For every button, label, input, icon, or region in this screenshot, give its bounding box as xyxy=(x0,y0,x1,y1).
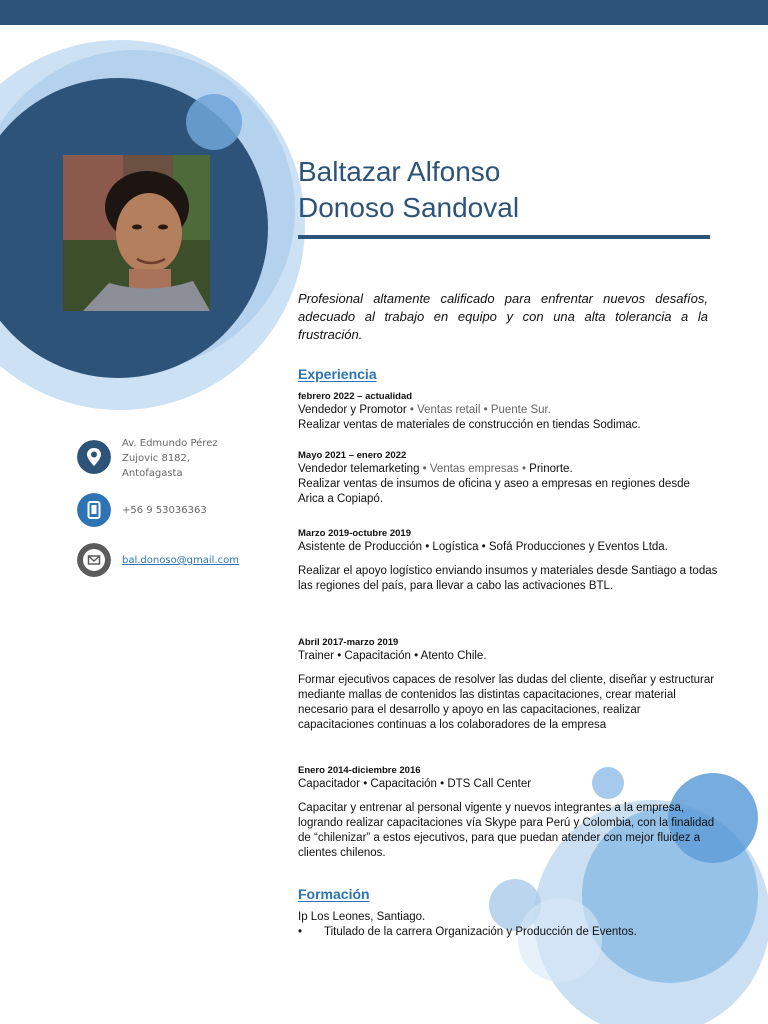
separator: • xyxy=(419,463,430,475)
job-entry xyxy=(298,391,718,433)
separator: • xyxy=(480,404,491,416)
job-entry xyxy=(298,637,718,733)
job-title: Asistente de Producción • Logística • Sofá Producciones y Eventos Ltda. xyxy=(298,541,668,553)
name-line-1: Baltazar Alfonso xyxy=(298,156,501,187)
job-description: Formar ejecutivos capaces de resolver las dudas del cliente, diseñar y estructurar mediante mallas de contenidos las distintas capacitaciones, crear material necesario para el desarrollo y apoyo en las capacitaciones, realizar capacitaciones continuas a los colaboradores de la empresa xyxy=(298,674,715,731)
job-entry xyxy=(298,528,718,594)
job-date: Mayo 2021 – enero 2022 xyxy=(298,450,407,461)
address xyxy=(122,436,218,481)
profile-summary: Profesional altamente calificado para enfrentar nuevos desafíos, adecuado al trabajo en equipo y con una alta tolerancia a la frustración. xyxy=(298,291,708,342)
section-title-education: Formación xyxy=(298,886,370,902)
job-description: Realizar ventas de insumos de oficina y aseo a empresas en regiones desde Arica a Copiapó. xyxy=(298,478,690,505)
address-line-2: Zujovic 8182, xyxy=(122,453,191,464)
email-link[interactable]: bal.donoso@gmail.com xyxy=(122,555,239,566)
location-pin-icon xyxy=(77,440,111,474)
job-area: Ventas empresas xyxy=(429,463,519,475)
address-line-1: Av. Edmundo Pérez xyxy=(122,438,218,449)
education-entry xyxy=(298,910,718,940)
section-title-experience: Experiencia xyxy=(298,366,377,382)
job-description: Realizar el apoyo logístico enviando insumos y materiales desde Santiago a todas las regiones del país, para llevar a cabo las activaciones BTL. xyxy=(298,565,718,592)
email-address[interactable] xyxy=(122,553,239,568)
name-line-2: Donoso Sandoval xyxy=(298,192,520,223)
separator: • xyxy=(518,463,530,475)
separator: • xyxy=(406,404,418,416)
job-company: Puente Sur. xyxy=(490,404,551,416)
job-date: Marzo 2019-octubre 2019 xyxy=(298,528,411,539)
job-company: Prinorte. xyxy=(529,463,573,475)
job-role: Vendedor y Promotor xyxy=(298,404,407,416)
job-title xyxy=(298,462,718,477)
phone-number: +56 9 53036363 xyxy=(122,505,207,516)
job-entry xyxy=(298,450,718,507)
job-date: Enero 2014-diciembre 2016 xyxy=(298,765,421,776)
job-date: Abril 2017-marzo 2019 xyxy=(298,637,399,648)
profile-photo xyxy=(63,155,210,311)
bullet: • xyxy=(298,926,303,938)
job-date: febrero 2022 – actualidad xyxy=(298,391,413,402)
job-entry xyxy=(298,765,718,861)
job-title: Capacitador • Capacitación • DTS Call Center xyxy=(298,778,532,790)
job-title: Trainer • Capacitación • Atento Chile. xyxy=(298,650,487,662)
job-title xyxy=(298,403,718,418)
job-description: Capacitar y entrenar al personal vigente y nuevos integrantes a la empresa, logrando realizar capacitaciones vía Skype para Perú y Colombia, con la finalidad de “chilenizar” a estos ejecutivos, para que puedan atender con mejor fluidez a clientes chilenos. xyxy=(298,802,715,859)
education-institution: Ip Los Leones, Santiago. xyxy=(298,911,426,923)
job-role: Vendedor telemarketing xyxy=(298,463,420,475)
envelope-icon xyxy=(77,543,111,577)
address-line-3: Antofagasta xyxy=(122,468,183,479)
full-name xyxy=(298,154,718,226)
job-description: Realizar ventas de materiales de construcción en tiendas Sodimac. xyxy=(298,419,641,431)
phone-icon xyxy=(77,493,111,527)
education-item: Titulado de la carrera Organización y Producción de Eventos. xyxy=(324,926,637,938)
name-divider xyxy=(298,235,710,239)
job-area: Ventas retail xyxy=(417,404,481,416)
